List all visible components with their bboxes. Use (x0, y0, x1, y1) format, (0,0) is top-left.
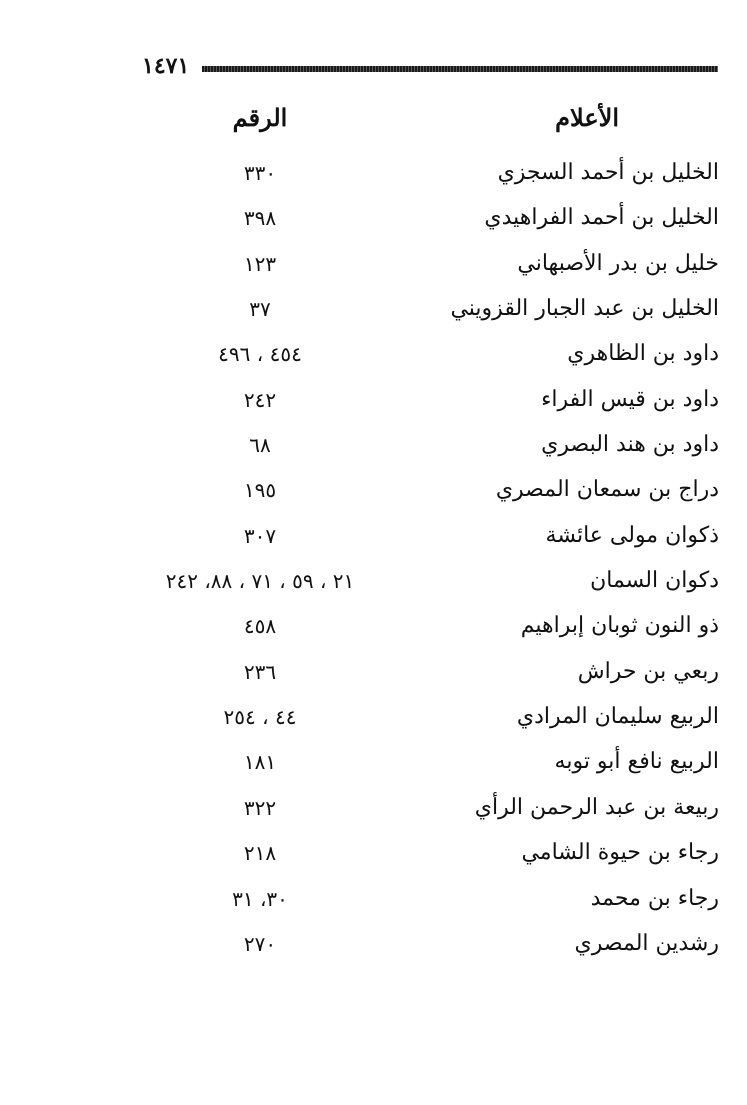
index-row (0, 470, 747, 515)
reference-numbers: ٢٤٢ (243, 387, 277, 412)
person-name: خليل بن بدر الأصبهاني (517, 250, 719, 276)
reference-numbers: ٢١ ، ٥٩ ، ٧١ ، ٨٨، ٢٤٢ (165, 569, 355, 594)
person-name: الخليل بن أحمد الفراهيدي (484, 205, 719, 231)
person-name: رشدين المصري (574, 930, 719, 956)
index-row (0, 879, 747, 924)
reference-numbers: ٢١٨ (243, 841, 277, 866)
index-row (0, 606, 747, 651)
person-name: دراج بن سمعان المصري (495, 477, 719, 503)
reference-numbers: ٣٢٢ (243, 795, 277, 820)
reference-numbers: ٣٩٨ (243, 206, 277, 231)
index-row (0, 742, 747, 787)
names-column-header: الأعلام (555, 103, 619, 132)
reference-numbers: ٣٧ (249, 297, 271, 322)
reference-numbers: ٣٠٧ (243, 523, 277, 548)
person-name: رجاء بن حيوة الشامي (521, 840, 719, 866)
person-name: ربعي بن حراش (577, 658, 719, 684)
person-name: داود بن قيس الفراء (541, 386, 719, 412)
index-row (0, 198, 747, 243)
person-name: ذكوان مولى عائشة (545, 522, 719, 548)
person-name: الخليل بن عبد الجبار القزويني (450, 296, 719, 322)
index-row (0, 833, 747, 878)
reference-numbers: ٢٧٠ (243, 931, 277, 956)
column-headers (0, 100, 747, 136)
index-list (0, 153, 747, 969)
person-name: الربيع سليمان المرادي (516, 704, 719, 730)
reference-numbers: ١٢٣ (243, 251, 277, 276)
header-rule (202, 66, 718, 72)
numbers-column-header: الرقم (232, 103, 288, 132)
index-row (0, 924, 747, 969)
index-row (0, 289, 747, 334)
index-row (0, 516, 747, 561)
index-row (0, 652, 747, 697)
person-name: ذو النون ثوبان إبراهيم (520, 613, 719, 639)
index-row (0, 697, 747, 742)
reference-numbers: ٤٤ ، ٢٥٤ (223, 705, 297, 730)
reference-numbers: ١٨١ (243, 750, 277, 775)
person-name: داود بن الظاهري (567, 341, 719, 367)
reference-numbers: ٦٨ (249, 433, 271, 458)
index-row (0, 788, 747, 833)
reference-numbers: ١٩٥ (243, 478, 277, 503)
index-row (0, 244, 747, 289)
person-name: الخليل بن أحمد السجزي (497, 160, 719, 185)
reference-numbers: ٤٥٤ ، ٤٩٦ (218, 342, 302, 367)
reference-numbers: ٣٣٠ (243, 161, 277, 185)
reference-numbers: ٣٠، ٣١ (232, 886, 288, 911)
index-row (0, 380, 747, 425)
index-row (0, 425, 747, 470)
index-row (0, 153, 747, 198)
person-name: داود بن هند البصري (541, 432, 719, 458)
page-number: ١٤٧١ (142, 53, 190, 79)
index-row (0, 561, 747, 606)
reference-numbers: ٢٣٦ (243, 659, 277, 684)
index-row (0, 334, 747, 379)
person-name: الربيع نافع أبو توبه (554, 749, 719, 775)
person-name: دكوان السمان (590, 568, 719, 594)
person-name: ربيعة بن عبد الرحمن الرأي (474, 794, 719, 820)
reference-numbers: ٤٥٨ (243, 614, 277, 639)
person-name: رجاء بن محمد (590, 885, 719, 911)
